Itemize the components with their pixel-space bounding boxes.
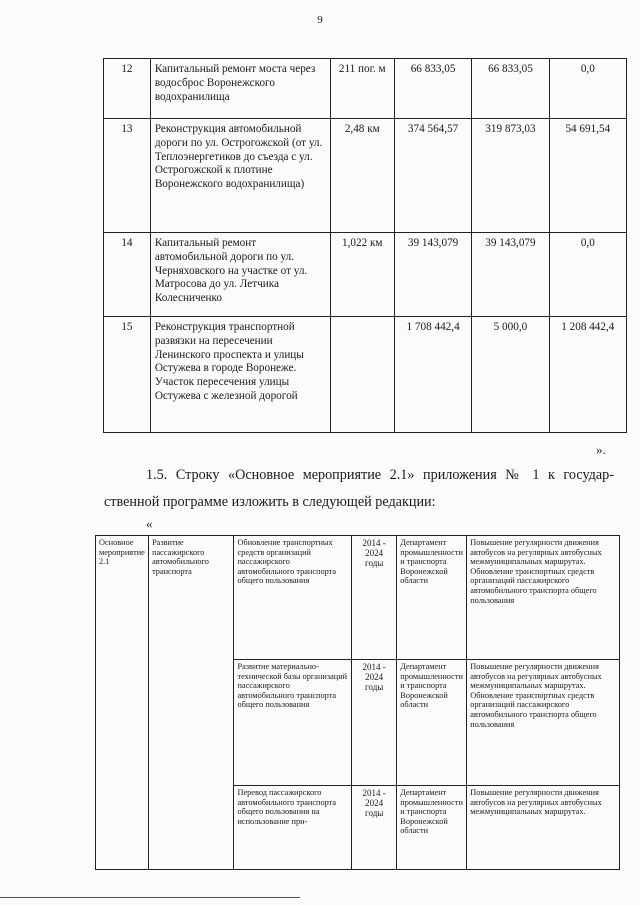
activity-name: Перевод пассажирского автомобильного транспорта общего пользования на использование при-: [234, 786, 352, 870]
page-number: 9: [317, 14, 323, 26]
main-activity-name: Развитие пассажирского автомобильного транспорта: [149, 536, 234, 870]
total-amount: 39 143,079: [394, 233, 471, 317]
amount-1: 66 833,05: [472, 59, 549, 119]
activity-code: Основное мероприятие 2.1: [96, 536, 149, 870]
amount-1: 39 143,079: [472, 233, 549, 317]
responsible-department: Департамент промышленности и транспорта Воронежской области: [397, 660, 467, 786]
amount-1: 5 000,0: [472, 317, 549, 433]
amount-2: 54 691,54: [549, 119, 626, 233]
project-name: Реконструкция транспортной развязки на пересечении Ленинского проспекта и улицы Остужева в городе Воронеже. Участок пересечения улицы Остужева с железной дорогой: [150, 317, 330, 433]
project-name: Капитальный ремонт моста через водосброс Воронежского водохранилища: [150, 59, 330, 119]
project-length: 2,48 км: [330, 119, 394, 233]
expected-result: Повышение регулярности движения автобусов на регулярных автобусных межмуниципальных маршрутах. Обновление транспортных средств организаций пассажирского автомобильного транспорта общего пользования: [467, 536, 620, 660]
table-row: [104, 119, 627, 233]
activity-name: Развитие материально-технической базы организаций пассажирского автомобильного транспорта общего пользования: [234, 660, 352, 786]
main-activity-table: [95, 535, 620, 870]
row-number: 14: [104, 233, 151, 317]
table-row: [104, 233, 627, 317]
construction-projects-table: [103, 58, 627, 433]
paragraph-line-1: 1.5. Строку «Основное мероприятие 2.1» приложения № 1 к государ-: [146, 467, 614, 483]
project-length: 211 пог. м: [330, 59, 394, 119]
table-row: [96, 536, 620, 660]
activity-years: 2014 - 2024 годы: [352, 536, 397, 660]
opening-quote: «: [146, 516, 153, 531]
row-number: 12: [104, 59, 151, 119]
activity-years: 2014 - 2024 годы: [352, 786, 397, 870]
responsible-department: Департамент промышленности и транспорта Воронежской области: [397, 786, 467, 870]
paragraph-line-2: ственной программе изложить в следующей редакции:: [104, 494, 436, 510]
table-row: [104, 317, 627, 433]
amount-2: 0,0: [549, 233, 626, 317]
activity-years: 2014 - 2024 годы: [352, 660, 397, 786]
project-length: [330, 317, 394, 433]
expected-result: Повышение регулярности движения автобусов на регулярных автобусных межмуниципальных маршрутах.: [467, 786, 620, 870]
expected-result: Повышение регулярности движения автобусов на регулярных автобусных межмуниципальных маршрутах. Обновление транспортных средств организаций пассажирского автомобильного транспорта общего пользования: [467, 660, 620, 786]
total-amount: 1 708 442,4: [394, 317, 471, 433]
total-amount: 66 833,05: [394, 59, 471, 119]
row-number: 15: [104, 317, 151, 433]
amount-2: 0,0: [549, 59, 626, 119]
total-amount: 374 564,57: [394, 119, 471, 233]
project-length: 1,022 км: [330, 233, 394, 317]
activity-name: Обновление транспортных средств организаций пассажирского автомобильного транспорта общего пользования: [234, 536, 352, 660]
row-number: 13: [104, 119, 151, 233]
project-name: Капитальный ремонт автомобильной дороги по ул. Черняховского на участке от ул. Матросова до ул. Летчика Колесниченко: [150, 233, 330, 317]
closing-quote: ».: [596, 442, 606, 457]
table-row: [104, 59, 627, 119]
project-name: Реконструкция автомобильной дороги по ул. Острогожской (от ул. Теплоэнергетиков до съезда с ул. Острогожской к плотине Воронежского водохранилища): [150, 119, 330, 233]
responsible-department: Департамент промышленности и транспорта Воронежской области: [397, 536, 467, 660]
footer-divider: [0, 897, 300, 898]
amount-2: 1 208 442,4: [549, 317, 626, 433]
amount-1: 319 873,03: [472, 119, 549, 233]
amendment-paragraph: [104, 463, 614, 514]
